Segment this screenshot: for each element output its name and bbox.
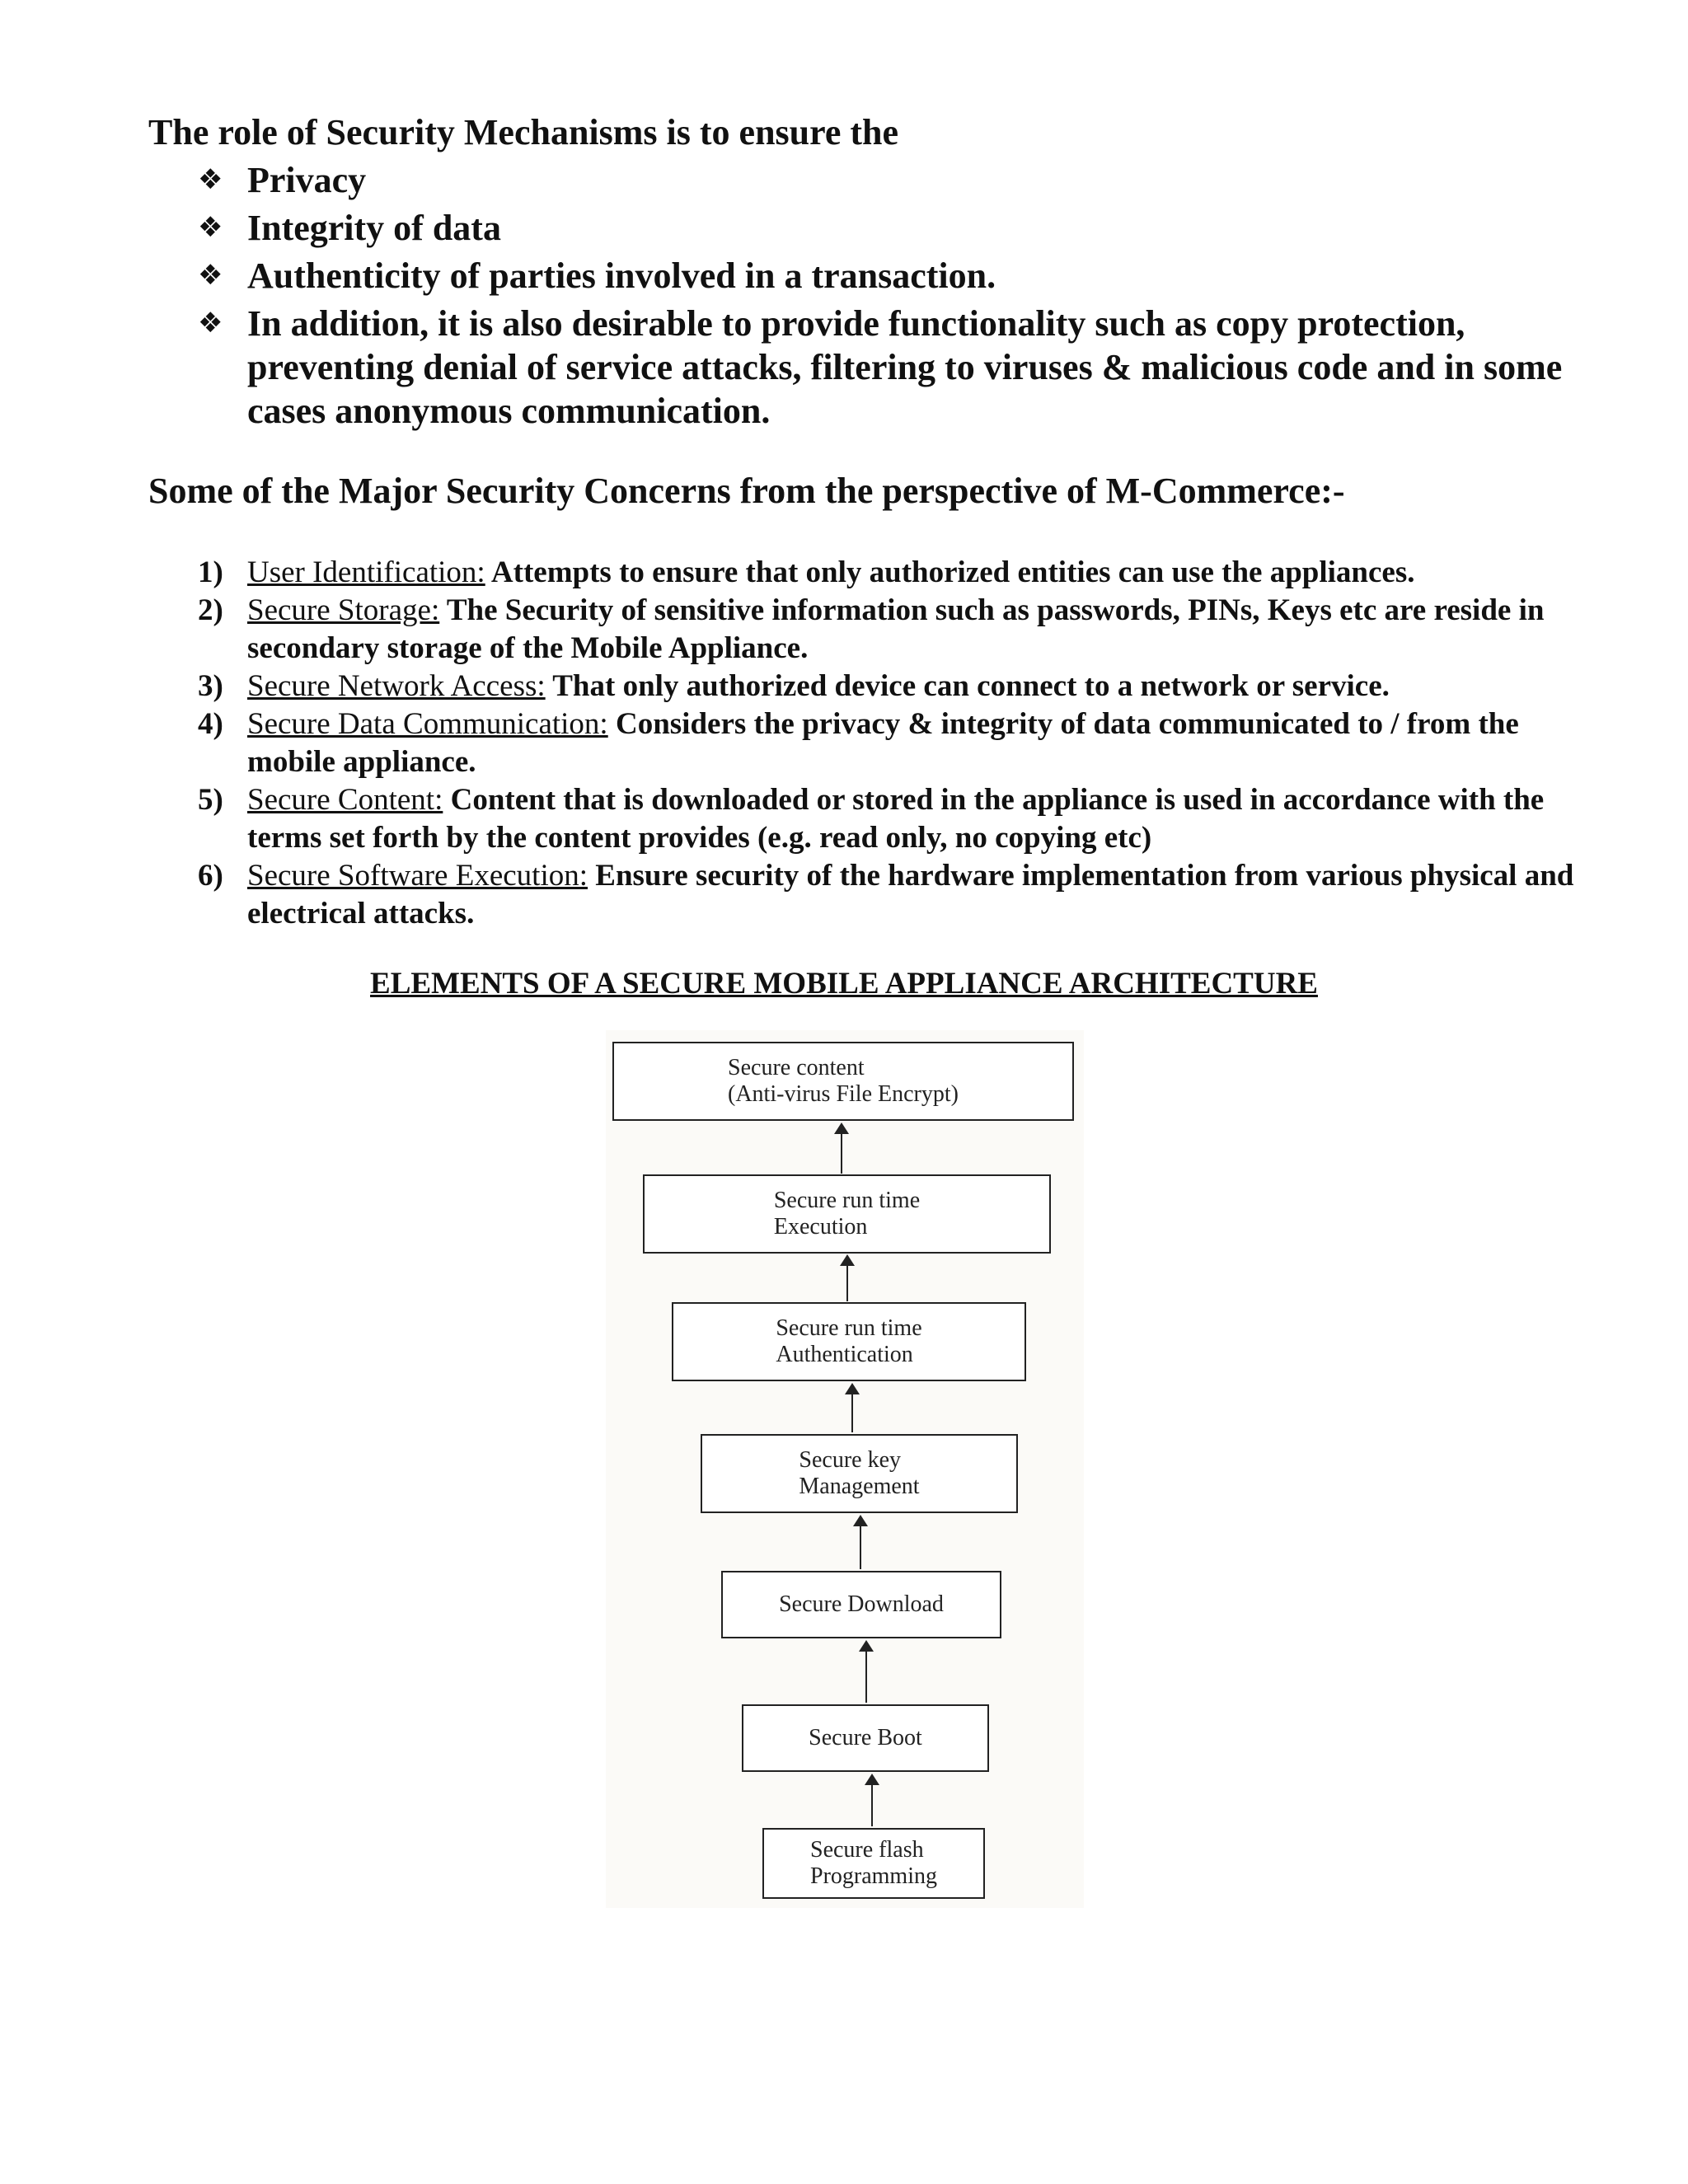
box-label: Secure run time Execution (773, 1188, 921, 1240)
box-label: Secure content (Anti-virus File Encrypt) (728, 1055, 959, 1107)
item-number: 3) (198, 669, 223, 703)
bullet-text: Integrity of data (247, 208, 501, 248)
security-concerns-list (198, 554, 1582, 933)
concern-term: Secure Data Communication: (247, 707, 608, 741)
box-label: Secure Download (779, 1591, 944, 1617)
item-number: 6) (198, 859, 223, 893)
four-diamond-bullet-icon: ❖ (198, 163, 223, 196)
list-item (198, 206, 1582, 250)
up-arrow-icon (846, 1256, 848, 1301)
diagram-box-runtime-authentication (672, 1302, 1026, 1381)
concern-description: Considers the privacy & integrity of data communicated to / from the mobile appliance. (247, 707, 1519, 779)
concern-term: User Identification: (247, 555, 485, 589)
diagram-box-secure-download (721, 1571, 1001, 1638)
up-arrow-icon (841, 1124, 842, 1174)
four-diamond-bullet-icon: ❖ (198, 211, 223, 244)
concern-description: That only authorized device can connect to a network or service. (545, 669, 1390, 703)
intro-heading: The role of Security Mechanisms is to ensure the (148, 112, 899, 152)
list-item (198, 554, 1582, 592)
bullet-text: Privacy (247, 160, 367, 200)
box-label: Secure run time Authentication (776, 1315, 922, 1367)
list-item (198, 781, 1582, 857)
diagram-box-secure-boot (742, 1704, 989, 1772)
list-item (198, 668, 1582, 705)
concern-term: Secure Network Access: (247, 669, 546, 703)
item-number: 4) (198, 707, 223, 741)
box-label: Secure Boot (809, 1725, 922, 1750)
list-item (198, 592, 1582, 668)
bullet-text: Authenticity of parties involved in a transaction. (247, 255, 996, 296)
list-item (198, 705, 1582, 781)
four-diamond-bullet-icon: ❖ (198, 259, 223, 292)
item-number: 5) (198, 783, 223, 817)
concern-description: Ensure security of the hardware implementation from various physical and electrical attacks. (247, 859, 1574, 930)
diagram-box-key-management (701, 1434, 1018, 1513)
item-number: 2) (198, 593, 223, 627)
concern-description: The Security of sensitive information such as passwords, PINs, Keys etc are reside in secondary storage of the Mobile Appliance. (247, 593, 1545, 665)
security-goals-list (198, 158, 1582, 437)
diagram-box-runtime-execution (643, 1174, 1051, 1254)
item-number: 1) (198, 555, 223, 589)
list-item (198, 158, 1582, 202)
diagram-box-secure-content (612, 1042, 1074, 1121)
concern-term: Secure Software Execution: (247, 859, 588, 893)
architecture-diagram (606, 1030, 1084, 1908)
concern-term: Secure Content: (247, 783, 443, 817)
concerns-heading: Some of the Major Security Concerns from the perspective of M-Commerce:- (148, 471, 1345, 511)
concern-description: Attempts to ensure that only authorized entities can use the appliances. (485, 555, 1415, 589)
up-arrow-icon (860, 1516, 861, 1569)
bullet-text: In addition, it is also desirable to provide functionality such as copy protection, preventing denial of service attacks, filtering to viruses & malicious code and in some cases anonymous communication. (247, 303, 1563, 431)
four-diamond-bullet-icon: ❖ (198, 307, 223, 340)
diagram-box-flash-programming (762, 1828, 985, 1899)
box-label: Secure flash Programming (810, 1837, 937, 1889)
concern-term: Secure Storage: (247, 593, 440, 627)
list-item (198, 857, 1582, 933)
up-arrow-icon (865, 1642, 867, 1703)
list-item (198, 302, 1582, 433)
up-arrow-icon (851, 1385, 853, 1432)
up-arrow-icon (871, 1775, 873, 1826)
list-item (198, 254, 1582, 298)
box-label: Secure key Management (799, 1447, 920, 1499)
concern-description: Content that is downloaded or stored in the appliance is used in accordance with the terms set forth by the content provides (e.g. read only, no copying etc) (247, 783, 1545, 855)
figure-title: ELEMENTS OF A SECURE MOBILE APPLIANCE ARCHITECTURE (370, 967, 1318, 1001)
